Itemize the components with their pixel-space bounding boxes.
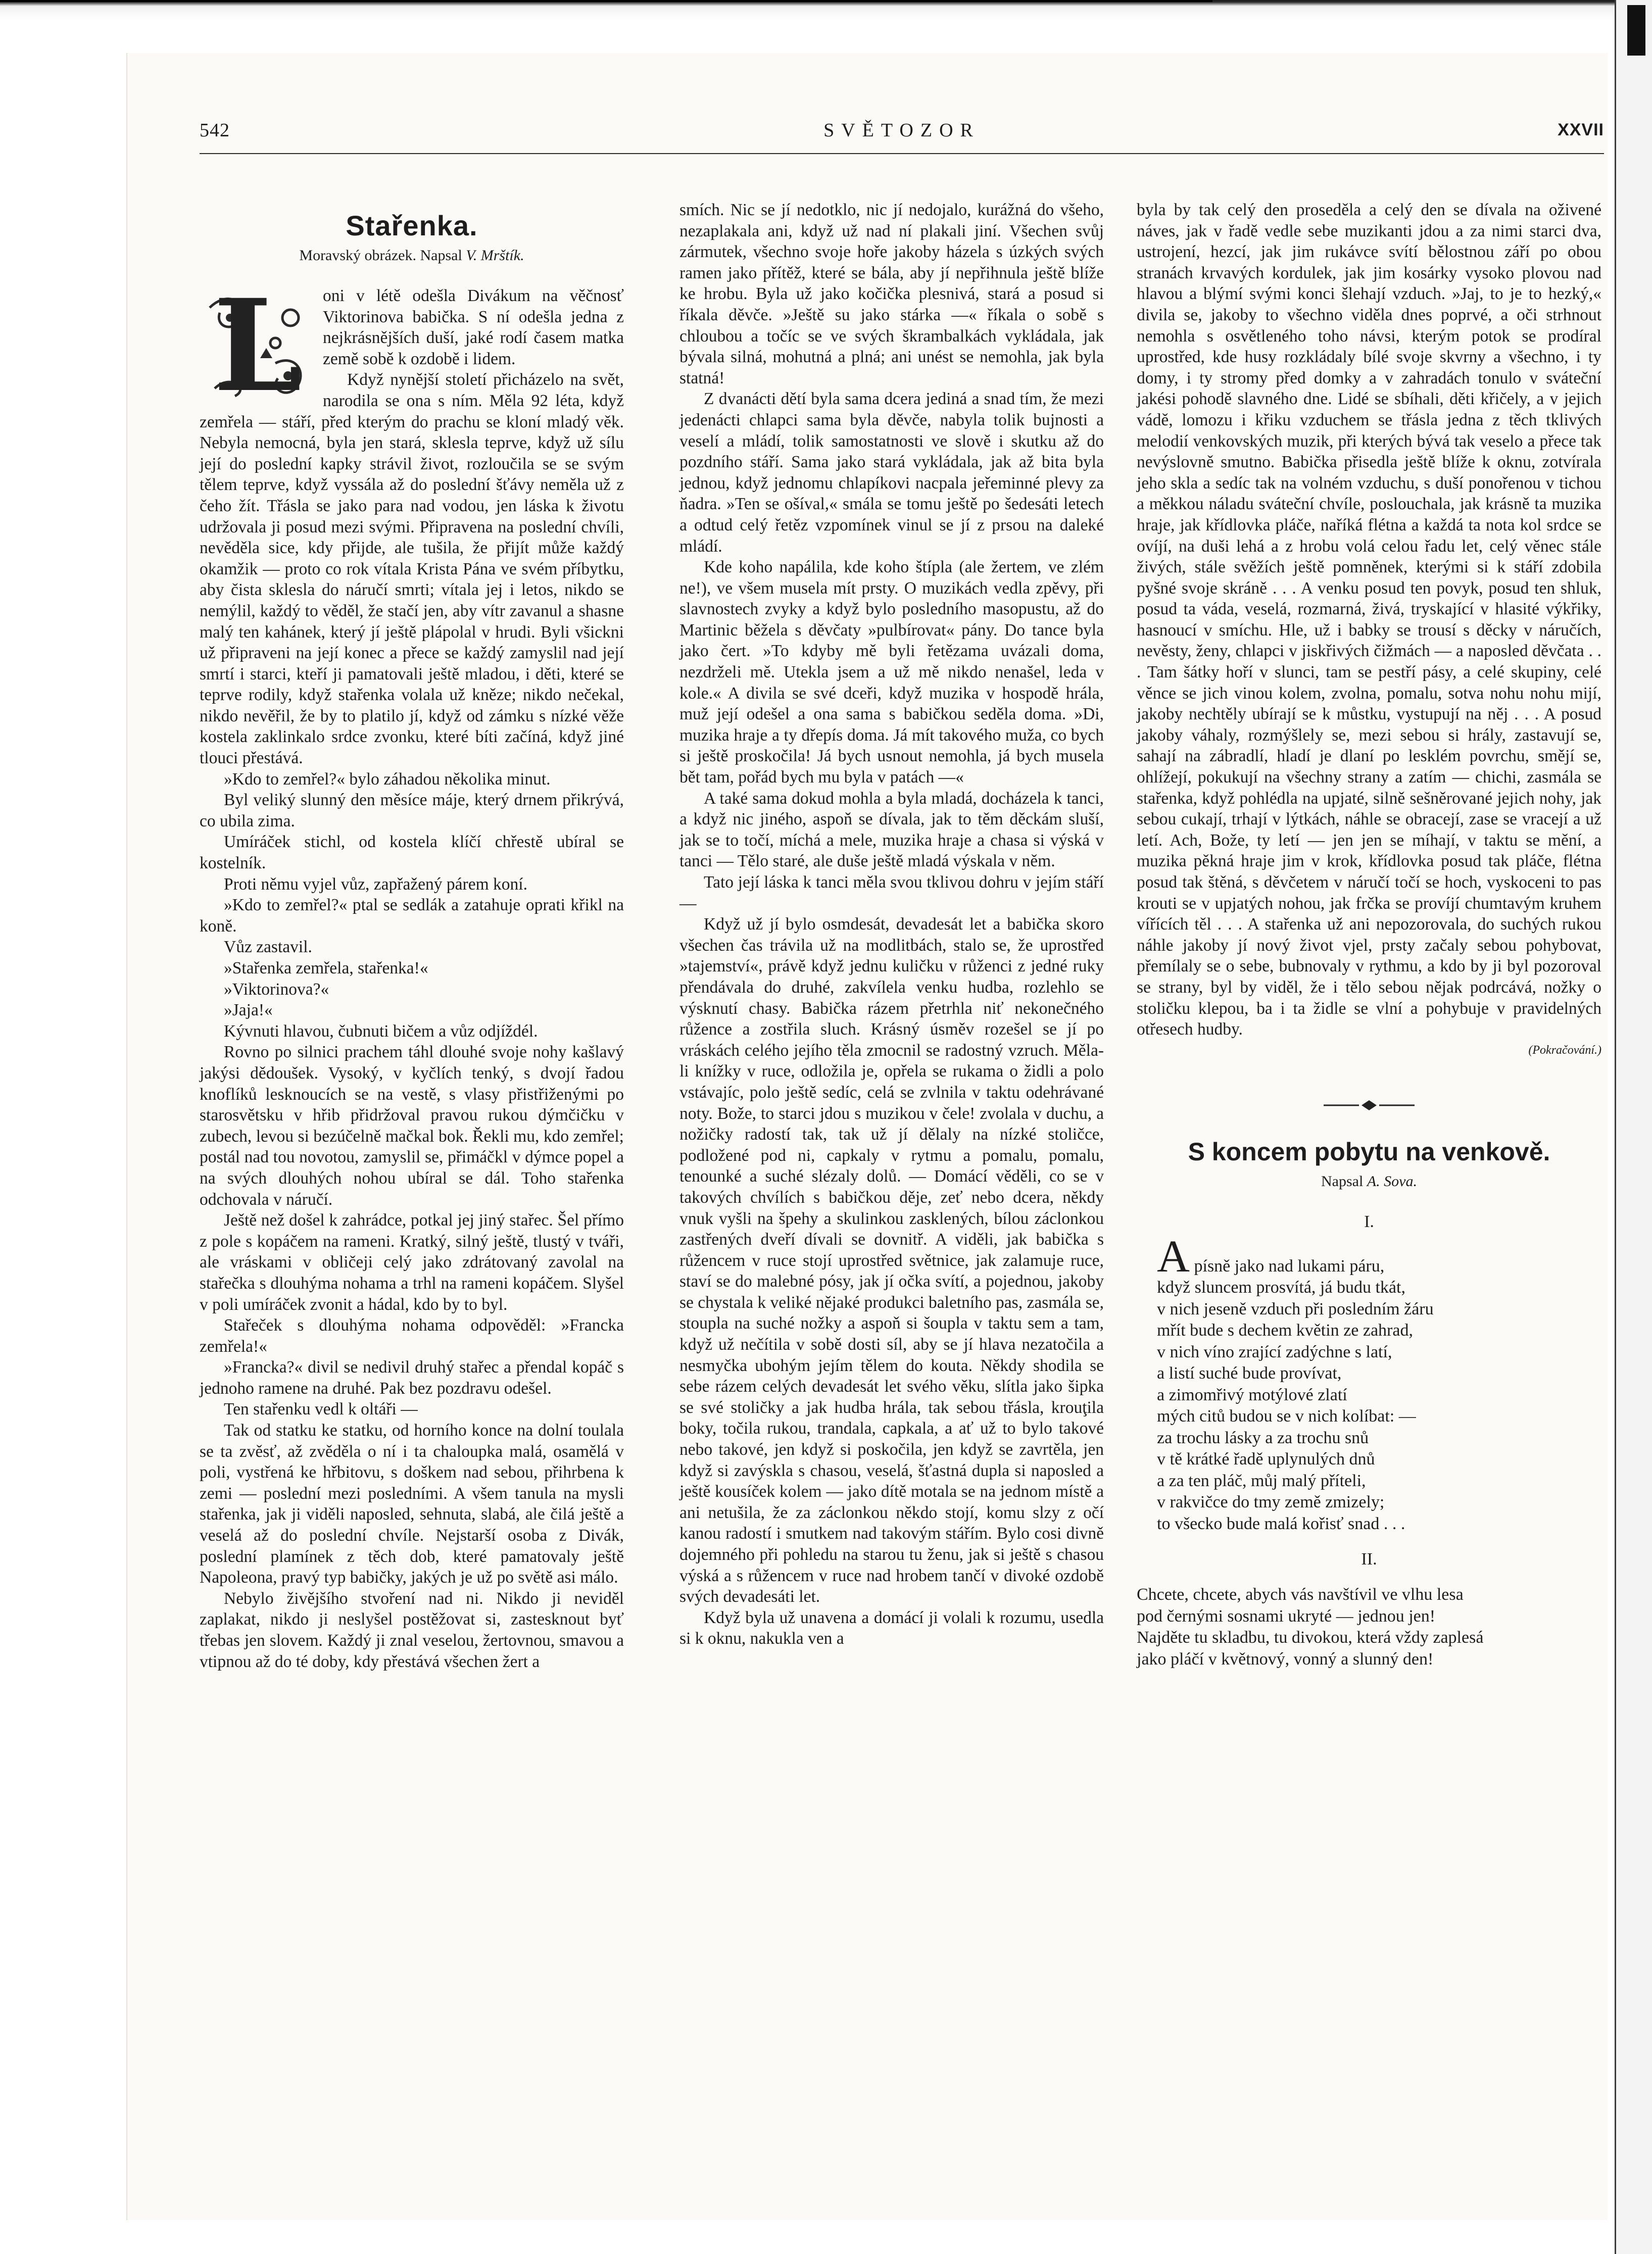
poem-section-1: I. xyxy=(1364,1212,1374,1232)
paragraph: Tato její láska k tanci měla svou tklivou dohru v jejím stáří — xyxy=(679,873,1104,913)
column-3 xyxy=(1137,200,1601,1670)
paragraph: Tak od statku ke statku, od horního konce na dolní toulala se ta zvěsť, až zvěděla o ní i ta chaloupka malá, osamělá v poli, vystřená ke hřbitovu, s doškem nad sebou, přihrbena k zemi — poslední mezi posledními. A všem tanula na mysli stařenka, jak ji viděli naposled, sehnuta, slabá, ale čilá ještě a veselá až do poslední chvíle. Nejstarší osoba z Divák, poslední plamínek z těch dob, které pamatovaly ještě Napoleona, pravý typ babičky, jakých je už po světě asi málo. xyxy=(200,1421,624,1587)
article-title: Stařenka. xyxy=(346,210,478,241)
poem-line: jako pláčí v květnový, vonný a slunný den! xyxy=(1137,1649,1434,1669)
poem-line: a za ten pláč, můj malý příteli, xyxy=(1157,1471,1366,1490)
poem-part-1 xyxy=(1157,1231,1601,1535)
page-header xyxy=(200,119,1604,150)
volume-number: XXVII xyxy=(1558,120,1604,139)
paragraph: Ještě než došel k zahrádce, potkal jej jiný stařec. Šel přímo z pole s kopáčem na rameni. Kratký, silný ještě, tlustý v tváři, ale vráskami v obličeji celý jako zdrátovaný zavolal na stařečka s dlouhýma nohama a trhl na rameni kopáčem. Slyšel v poli umíráček zvonit a hádal, kdo by to byl. xyxy=(200,1211,624,1314)
column-1 xyxy=(200,200,624,1672)
ornamental-drop-cap xyxy=(200,271,316,420)
scan-top-edge xyxy=(0,0,1652,20)
paragraph: Byl veliký slunný den měsíce máje, který drnem přikrývá, co ubila zima. xyxy=(200,791,624,830)
continued-note: (Pokračování.) xyxy=(1528,1043,1601,1057)
paragraph: oni v létě odešla Divákum na věčnosť Viktorinova babička. S ní odešla jedna z nejkrásnějších duší, jaké rodí časem matka země sobě k ozdobě i lidem. xyxy=(323,286,624,368)
poem-line: pod černými sosnami ukryté — jednou jen! xyxy=(1137,1606,1436,1626)
paragraph: Když nynější století přicházelo na svět, narodila se ona s ním. Měla 92 léta, když zemřela — stáří, před kterým do prachu se kloní mladý věk. Nebyla nemocná, byla jen stará, sklesla teprve, když už sílu její do poslední kapky strávil život, rozloučila se se svým tělem teprve, když vyssála až do poslední šťávy neměla už z čeho žít. Třásla se jako para nad vodou, jen láska k životu udržovala ji posud mezi svými. Připravena na poslední chvíli, nevěděla sice, kdy přijde, ale tušila, že přijít může každý okamžik — proto co rok vítala Krista Pána ve svém příbytku, aby čista sklesla do náručí smrti; vítala jej i letos, nikdo se nemýlil, každý to věděl, že stačí jen, aby vítr zavanul a shasne malý ten kahánek, který jí ještě plápolal v hrudi. Byli všickni už připraveni na její konec a přece se každý zamyslil nad její smrtí i starci, kteří ji pamatovali ještě mladou, i děti, které se teprve rodily, když stařenka volala už kněze; nikdo nečekal, nikdo nevěřil, že by to platilo jí, když od zámku s nízké věže kostela zaklinkalo srdce zvonku, které bíti začíná, když jiné tlouci přestává. xyxy=(200,370,624,768)
poem-author: A. Sova. xyxy=(1367,1173,1417,1190)
section-divider xyxy=(1137,1096,1601,1116)
poem-line: Chcete, chcete, abych vás navštívil ve vlhu lesa xyxy=(1137,1585,1464,1604)
paragraph: Kývnuti hlavou, čubnuti bičem a vůz odjíždél. xyxy=(224,1021,538,1041)
divider-ornament-icon xyxy=(1319,1098,1420,1113)
paragraph: Stařeček s dlouhýma nohama odpověděl: »Francka zemřela!« xyxy=(200,1316,624,1356)
poem-line: v nich víno zrající zadýchne s latí, xyxy=(1157,1342,1392,1361)
paragraph: Vůz zastavil. xyxy=(224,938,312,957)
poem-part-2 xyxy=(1137,1584,1601,1670)
paragraph: Když byla už unavena a domácí ji volali k rozumu, usedla si k oknu, nakukla ven a xyxy=(679,1608,1104,1648)
paragraph: Umíráček stichl, od kostela klíčí chřestě ubíral se kostelník. xyxy=(200,832,624,873)
drop-cap-letter: L xyxy=(213,271,302,420)
paragraph: Rovno po silnici prachem táhl dlouhé svoje nohy kašlavý jakýsi dědoušek. Vysoký, v kyčlích tenký, s dvojí řadou knoflíků lesknoucích se na vestě, s vlasy přistřiženými po starosvětsku v hřib přidržoval pravou rukou dýmčičku v zubech, levou si bezúčelně mačkal bok. Řekli mu, kdo zemřel; postál nad tou novotou, zamyslil se, přimáčkl v dýmce popel a na svých dlouhých nohou ubíral se dál. Toho stařenka odchovala v náručí. xyxy=(200,1043,624,1209)
poem-line: v nich jeseně vzduch při posledním žáru xyxy=(1157,1299,1434,1318)
paragraph: Kde koho napálila, kde koho štípla (ale žertem, ve zlém ne!), ve všem musela mít prsty. O muzikách vedla zpěvy, při slavnostech zvyky a když bylo posledního masopustu, až do Martinic běžela s děvčaty »pulbírovat« pány. Do tance byla jako čert. »To kdyby mě byli řetězama uvázali doma, nezdrželi mě. Utekla jsem a už mě nikdo nenašel, leda v kole.« A divila se své dceři, když muzika v hospodě hrála, muž její odešel a ona sama s babičkou seděla doma. »Di, muzika hraje a ty dřepís doma. Já mít takového muža, co bych si ještě proskočila! Já bych usnout nemohla, já bych musela bět tam, pořád bych mu byla v patách —« xyxy=(679,558,1104,787)
paragraph: Proti němu vyjel vůz, zapřažený párem koní. xyxy=(224,874,527,894)
poem-line: Najděte tu skladbu, tu divokou, která vždy zaplesá xyxy=(1137,1628,1484,1647)
header-rule xyxy=(200,153,1604,154)
paragraph: Nebylo živějšího stvoření nad ni. Nikdo ji neviděl zaplakat, nikdo ji neslyšel postěžovat si, zastesknout byť třebas jen slovem. Každý ji znal veselou, žertovnou, smavou a vtipnou až do té doby, kdy přestává všechen žert a xyxy=(200,1589,624,1671)
column-2 xyxy=(679,200,1104,1649)
poem-line: v rakvičce do tmy země zmizely; xyxy=(1157,1493,1385,1512)
paragraph: »Kdo to zemřel?« ptal se sedlák a zatahuje oprati křikl na koně. xyxy=(200,896,624,936)
poem-line: za trochu lásky a za trochu snů xyxy=(1157,1428,1369,1447)
paragraph: »Viktorinova?« xyxy=(224,979,329,999)
poem-line: v tě krátké řadě uplynulých dnů xyxy=(1157,1450,1375,1469)
paragraph: A také sama dokud mohla a byla mladá, docházela k tanci, a když nic jiného, aspoň se dívala, jak to těm děckám sluší, jak se to točí, míchá a mele, muzika hraje a chasa si výská v tanci — Tělo staré, ale duše ještě mladá výskala v něm. xyxy=(679,789,1104,871)
paragraph: »Stařenka zemřela, stařenka!« xyxy=(224,959,428,977)
poem-section-2: II. xyxy=(1361,1550,1377,1569)
paragraph: byla by tak celý den proseděla a celý den se dívala na oživené náves, jak v řadě vedle sebe muzikanti jdou a za nimi starci dva, ustrojení, hezcí, jak jim rukávce svítí bělostnou září po obou stranách krvavých kordulek, jak jim kosárky vysoko plovou nad hlavou a blýmí svými konci šlehají vzduch. »Jaj, to je to hezký,« divila se, jakoby to všechno viděla dnes poprvé, a oči strhnout nemohla s osvětleného toho návsi, kterým potok se prodíral uprostřed, kde husy rozkládaly bílé svoje skvrny a všechno, i ty domy, i ty stromy před domky a v zahradách tonulo v sváteční jakési pohodě slavného dne. Lidé se sbíhali, děti křičely, a v jejich vádě, lomozu i křiku vzduchem se třásla jedna z těch tklivých melodií venkovských muzik, při kterých bývá tak veselo a přece tak nevýslovně smutno. Babička přisedla ještě blíže k oknu, zotvírala jeho skla a sedíc tak na volném vzduchu, s duší ponořenou v tichou a měkkou náladu sváteční chvíle, poslouchala, jak krásně ta muzika hraje, jak křídlovka pláče, naříká flétna a každá ta nota kol srdce se ovíjí, na duši lehá a z hrobu volá celou řadu let, celý věnec stále živých, stále svěžích ještě pomněnek, kterými si k stáří zdobila pyšné svoje skráně . . . A venku posud ten povyk, posud ten shluk, posud ta váda, veselá, rozmarná, živá, tryskající v hlasité výkřiky, hasnoucí v smíchu. Hle, už i babky se trousí s děcky v náručích, nevěsty, ženy, chlapci v jiskřivých čižmách — a naposled děvčata . . . Tam šátky hoří v slunci, tam se pestří pásy, a celé skupiny, celé věnce se jich vinou kolem, zvolna, pomalu, sotva nohu nohu mijí, jakoby nechtěly ubírají se k můstku, vystupují na něj . . . A posud jakoby váhaly, rozmýšlely se, mezi sebou si hrály, zastavují se, sahají na zábradlí, hladí je dlaní po lesklém povrchu, smějí se, ohlížejí, pokukují na všechny strany a zatím — chichi, zasmála se stařenka, když pohlédla na upjaté, silně sešněrované jejich nohy, jak sebou cukají, trhají v lýtkách, náhle se obracejí, zase se vracejí a už letí. Ach, Bože, ty letí — jen jen se míhají, v taktu se mění, a muzika pěkná hraje jim v krok, křídlovka posud tak pláče, flétna posud tak štěná, s děvčetem v náručí točí se hoch, vyskoceni to pas krouti se v upjatých nohou, jak frčka se províjí chumtavým kruhem vířících těl . . . A stařenka už ani nepozorovala, do suchých rukou náhle jakoby jí nový život vjel, prsty začaly sebou pohybovat, přemílaly se o sebe, bubnovaly v rythmu, a kdo by ji byl pozoroval se strany, byl by viděl, že i tělo sebou nějak podrcává, nožky o stoličku klepou, ba i ta židle se vlní a pohybuje v pravidelných otřesech hudby. xyxy=(1137,201,1601,1039)
paragraph: »Francka?« divil se nedivil druhý stařec a přendal kopáč s jednoho ramene na druhé. Pak bez pozdravu odešel. xyxy=(200,1358,624,1398)
article-subtitle-prefix: Moravský obrázek. Napsal xyxy=(299,247,462,264)
poem-subtitle xyxy=(1137,1172,1601,1191)
page-number: 542 xyxy=(200,120,230,141)
paragraph: Ten stařenku vedl k oltáři — xyxy=(224,1400,418,1419)
paragraph: »Jaja!« xyxy=(224,1001,273,1020)
poem-line: když sluncem prosvítá, já budu tkát, xyxy=(1157,1278,1405,1297)
poem-line: to všecko bude malá kořisť snad . . . xyxy=(1157,1514,1405,1533)
paragraph: Když už jí bylo osmdesát, devadesát let a babička skoro všechen čas trávila už na modlitbách, stalo se, že uprostřed »tajemství«, právě když jednu kuličku v růženci z jedné ruky přendávala do druhé, zakvílela venku hudba, rozlehlo se výsknutí chasy. Babička rázem přetrhla niť nekonečného růžence a zostřila sluch. Krásný úsměv rozešel se jí po vráskách celého jejího těla zmocnil se radostný vzruch. Měla-li knížky v ruce, odložila je, opřela se rukama o židli a polo vstávajíc, polo ještě sedíc, celá se zvlnila v taktu odehrávané noty. Bože, to starci jdou s muzikou v čele! zvolala v duchu, a nožičky radostí tak, tak už jí dělaly na nízké stoličce, podložené pod ni, capkaly v rytmu a pomalu, pomalu, tenounké a suché slézaly dolů. — Domácí věděli, co se v takových chvílích s babičkou děje, zeť nebo dcera, někdy vnuk vyšli na špehy a skulinkou zasklených, bílou záclonkou zastřených dveří dívali se dovnitř. A viděli, jak babička s růžencem v ruce stojí uprostřed světnice, jak zalamuje ruce, staví se do malebné pósy, jak jí očka svítí, a pojednou, jakoby se chystala k veliké nějaké produkci baletního pas, zasmála se, stoupla na suché nožky a aspoň si šoupla v taktu sem a tam, když už nečítila v sobě dosti síl, aby se jí hlava nezatočila a nesmyčka ubohým jejím tělem do kouta. Někdy shodila se sebe rázem celých devadesát let svého věku, slítla jako šipka se své stoličky a jak hudba hrála, tak sebou třásla, krouţila boky, točila rukou, trandala, capkala, a ať už to bylo takové nebo takové, jen když si poskočila, jen když se zavrtěla, jen když si zavýskla s chasou, veselá, šťastná dupla si naposled a ještě kousíček kolem — jako dítě motala se na jednom místě a ani netušila, že za záclonkou někdo stojí, komu slzy z očí kanou radostí i smutkem nad takovým stářím. Bylo cosi divně dojemného při pohledu na starou tu ženu, jak si ještě s chasou výská a s růžencem v ruce nad hrobem tančí v divoké ozdobě svých devadesáti let. xyxy=(679,915,1104,1606)
article-subtitle xyxy=(200,246,624,265)
magazine-title: SVĚTOZOR xyxy=(823,120,980,141)
poem-subtitle-prefix: Napsal xyxy=(1321,1173,1364,1190)
poem-line: mých citů budou se v nich kolíbat: — xyxy=(1157,1407,1416,1426)
paragraph: smích. Nic se jí nedotklo, nic jí nedojalo, kurážná do všeho, nezaplakala ani, když už nad ní plakali jiní. Všechen svůj zármutek, všechno svoje hoře jakoby házela s úzkých svých ramen jako přítěž, které se bála, aby jí nepřihnula ještě blíže ke hrobu. Byla už jako kočička plesnivá, stará a posud si říkala děvče. »Ještě su jako stárka —« říkala o sobě s chloubou a točíc se ve svých škrambalkách vykládala, jak bývala silná, mohutná a plná; ani unést se nemohla, jak byla statná! xyxy=(679,201,1104,387)
scan-right-edge xyxy=(1615,0,1652,2254)
poem-line: mřít bude s dechem květin ze zahrad, xyxy=(1157,1321,1413,1340)
poem-line: a listí suché bude provívat, xyxy=(1157,1364,1342,1383)
poem-line: a zimomřivý motýlové zlatí xyxy=(1157,1385,1347,1404)
poem-line: A písně jako nad lukami páru, xyxy=(1157,1231,1385,1282)
poem-title: S koncem pobytu na venkově. xyxy=(1188,1138,1550,1166)
article-author: V. Mrštík. xyxy=(466,247,524,264)
paragraph: »Kdo to zemřel?« bylo záhadou několika minut. xyxy=(224,769,551,789)
paragraph: Z dvanácti dětí byla sama dcera jediná a snad tím, že mezi jedenácti chlapci sama byla děvče, nabyla tolik bujnosti a veselí a mládí, tolik samostatnosti ve slově i skutku až do pozdního stáří. Sama jako stará vykládala, jak až bita byla jednou, když jednomu chlapíkovi nacpala jeřeminné plevy za ňadra. »Ten se ošíval,« smála se tomu ještě po šedesáti letech a odtud celý řetěz vzpomínek vinul se jí z prsou na daleké mládí. xyxy=(679,389,1104,556)
